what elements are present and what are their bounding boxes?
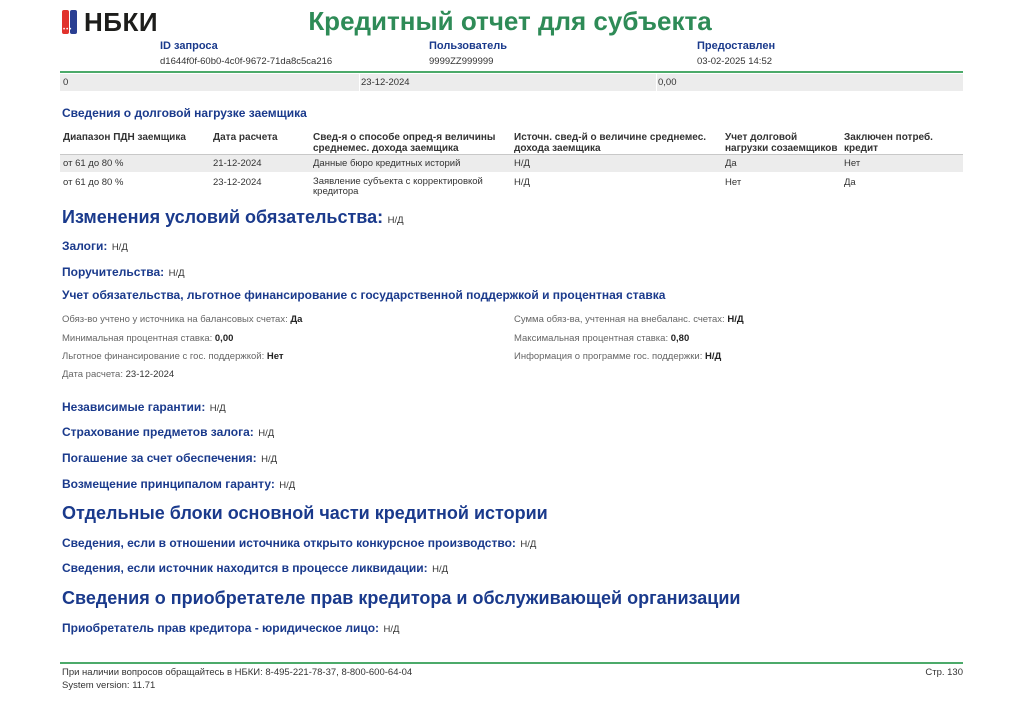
logo-text: НБКИ <box>84 6 159 37</box>
pledges-value: Н/Д <box>111 242 128 253</box>
column-header: Дата расчета <box>213 132 278 143</box>
reimbursement-value: Н/Д <box>279 480 296 491</box>
separate-blocks-title: Отдельные блоки основной части кредитной истории <box>62 503 548 523</box>
independent-guarantees-value: Н/Д <box>209 403 226 414</box>
kv-balance: Обяз-во учтено у источника на балансовых счетах: Да <box>62 314 303 325</box>
legal-entity-value: Н/Д <box>383 624 400 635</box>
debt-load-title: Сведения о долговой нагрузке заемщика <box>62 106 307 120</box>
liquidation-value: Н/Д <box>432 564 449 575</box>
insurance-label: Страхование предметов залога: <box>62 425 254 439</box>
summary-cell: 23-12-2024 <box>361 77 410 88</box>
table-cell: Нет <box>725 177 742 188</box>
changes-heading <box>62 207 404 228</box>
table-cell: от 61 до 80 % <box>63 177 124 188</box>
bankruptcy-line <box>62 534 536 552</box>
pledges-line <box>62 237 128 255</box>
changes-title: Изменения условий обязательства: <box>62 207 384 227</box>
table-cell: Заявление субъекта с корректировкой кредитора <box>313 176 483 197</box>
legal-entity-label: Приобретатель прав кредитора - юридическое лицо: <box>62 621 380 635</box>
pledges-label: Залоги: <box>62 239 108 253</box>
repayment-label: Погашение за счет обеспечения: <box>62 451 257 465</box>
column-header: Заключен потреб. кредит <box>844 132 933 154</box>
table-row <box>60 155 963 172</box>
nbki-logo <box>62 6 159 37</box>
reimbursement-label: Возмещение принципалом гаранту: <box>62 477 275 491</box>
bankruptcy-label: Сведения, если в отношении источника открыто конкурсное производство: <box>62 536 516 550</box>
insurance-line <box>62 423 274 441</box>
nbki-logo-icon: ••• <box>62 10 78 34</box>
column-header: Учет долговой нагрузки созаемщиков <box>725 132 838 154</box>
column-header: Диапазон ПДН заемщика <box>63 132 186 143</box>
reimbursement-line <box>62 475 295 493</box>
column-header: Источн. свед-й о величине среднемес. дохода заемщика <box>514 132 707 154</box>
bankruptcy-value: Н/Д <box>520 539 537 550</box>
header-divider <box>60 71 963 73</box>
table-cell: Да <box>725 158 737 169</box>
table-cell: от 61 до 80 % <box>63 158 124 169</box>
footer-version: System version: 11.71 <box>62 680 156 691</box>
independent-guarantees-label: Независимые гарантии: <box>62 400 206 414</box>
footer-divider <box>60 662 963 664</box>
table-cell: Нет <box>844 158 861 169</box>
table-row <box>60 173 963 201</box>
accounting-title: Учет обязательства, льготное финансирование с государственной поддержкой и процентная ставка <box>62 288 666 302</box>
request-id-label: ID запроса <box>160 40 218 52</box>
page-title: Кредитный отчет для субъекта <box>308 6 712 36</box>
independent-guarantees-line <box>62 398 226 416</box>
legal-entity-line <box>62 619 399 637</box>
guarantees-label: Поручительства: <box>62 265 165 279</box>
table-cell: Данные бюро кредитных историй <box>313 158 461 169</box>
debt-load-header-row <box>60 128 963 154</box>
insurance-value: Н/Д <box>258 428 275 439</box>
user-value: 9999ZZ999999 <box>429 56 494 67</box>
table-cell: Да <box>844 177 856 188</box>
table-cell: Н/Д <box>514 177 530 188</box>
kv-max-rate: Максимальная процентная ставка: 0,80 <box>514 333 690 344</box>
table-cell: 23-12-2024 <box>213 177 262 188</box>
summary-cell: 0,00 <box>658 77 677 88</box>
guarantees-value: Н/Д <box>168 268 185 279</box>
repayment-value: Н/Д <box>261 454 278 465</box>
acquirer-title: Сведения о приобретателе прав кредитора и обслуживающей организации <box>62 588 741 608</box>
table-cell: Н/Д <box>514 158 530 169</box>
provided-value: 03-02-2025 14:52 <box>697 56 773 67</box>
kv-gov-program: Информация о программе гос. поддержки: Н/Д <box>514 351 722 362</box>
liquidation-line <box>62 559 448 577</box>
kv-gov-support: Льготное финансирование с гос. поддержкой: Нет <box>62 351 284 362</box>
kv-min-rate: Минимальная процентная ставка: 0,00 <box>62 333 234 344</box>
summary-row <box>60 74 963 91</box>
provided-label: Предоставлен <box>697 40 776 52</box>
footer-contact: При наличии вопросов обращайтесь в НБКИ: 8-495-221-78-37, 8-800-600-64-04 <box>62 667 413 678</box>
page-number: Стр. 130 <box>925 667 963 678</box>
liquidation-label: Сведения, если источник находится в процессе ликвидации: <box>62 561 428 575</box>
changes-value: Н/Д <box>387 215 404 226</box>
repayment-line <box>62 449 277 467</box>
kv-offbalance: Сумма обяз-ва, учтенная на внебаланс. счетах: Н/Д <box>514 314 744 325</box>
request-id-value: d1644f0f-60b0-4c0f-9672-71da8c5ca216 <box>160 56 333 67</box>
kv-calc-date: Дата расчета: 23-12-2024 <box>62 369 175 380</box>
guarantees-line <box>62 263 185 281</box>
summary-cell: 0 <box>63 77 69 88</box>
user-label: Пользователь <box>429 40 508 52</box>
column-header: Свед-я о способе опред-я величины среднемес. дохода заемщика <box>313 132 496 154</box>
table-cell: 21-12-2024 <box>213 158 262 169</box>
